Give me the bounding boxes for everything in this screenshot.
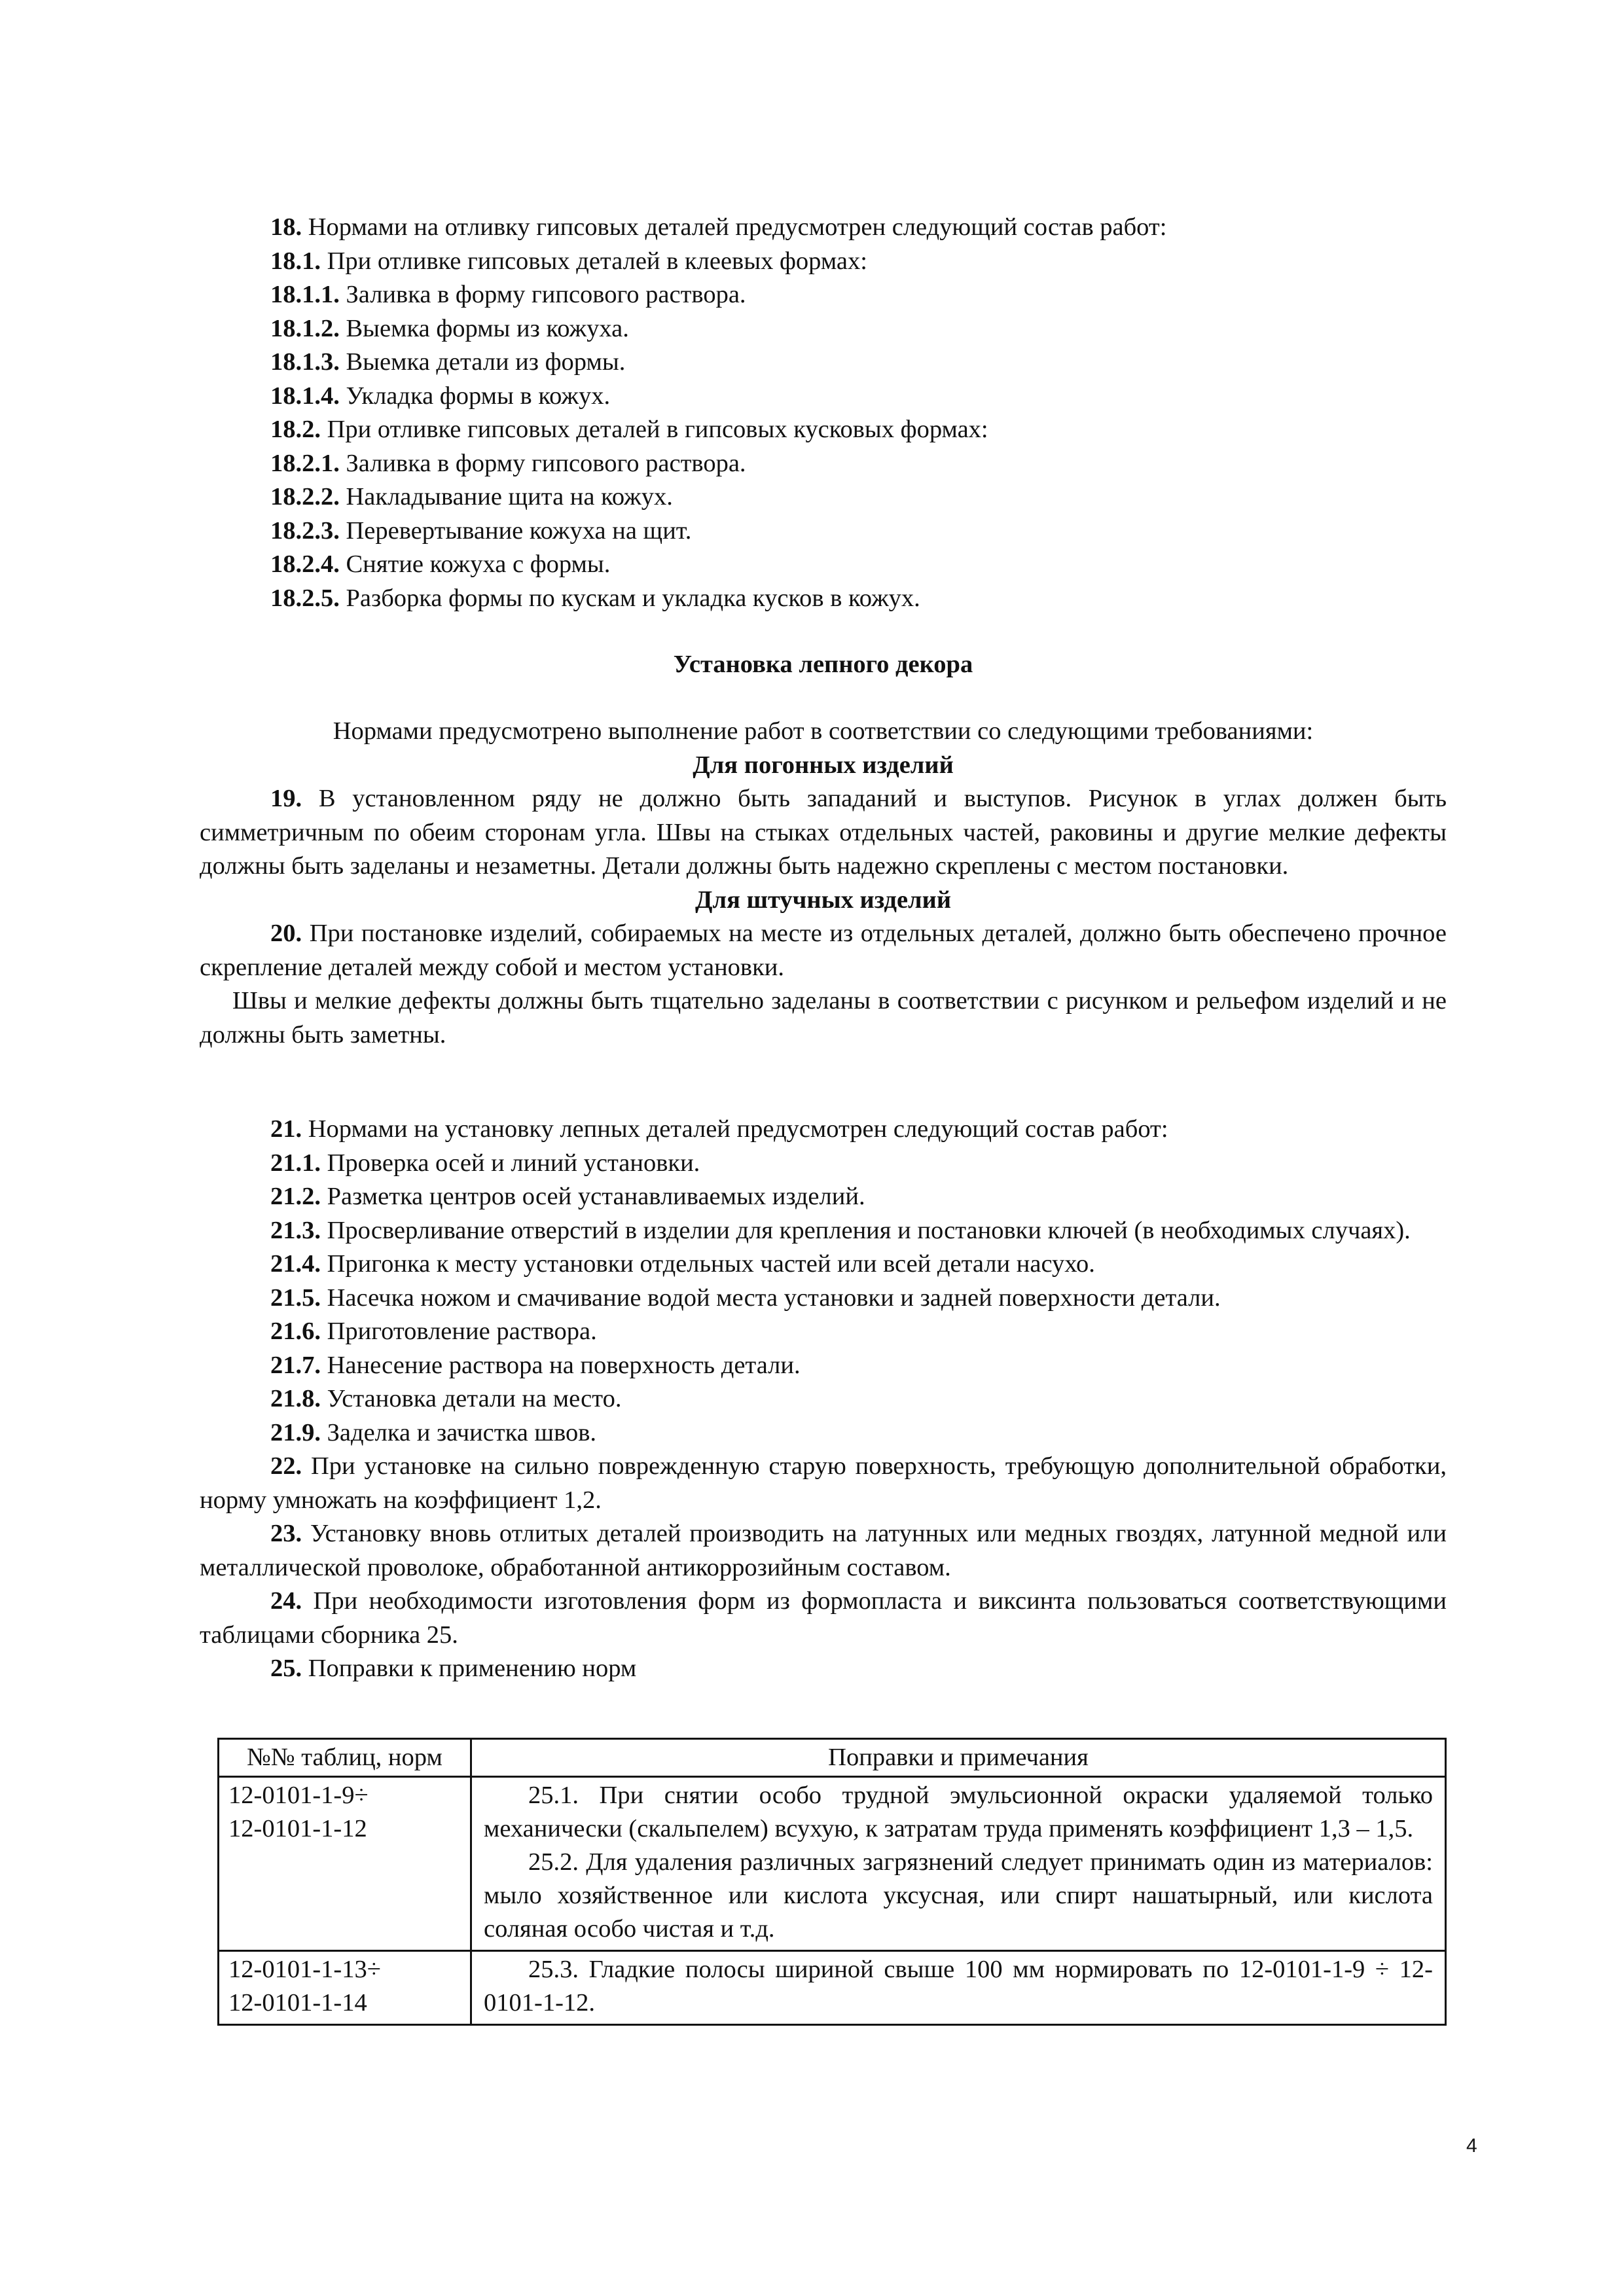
list-item: 21.6. Приготовление раствора. <box>270 1318 597 1345</box>
table-row <box>219 1951 1446 2025</box>
table-cell-norms: 12-0101-1-13÷ 12-0101-1-14 <box>219 1951 471 2025</box>
paragraph-25: 25. Поправки к применению норм <box>270 1655 637 1682</box>
section-18-list <box>200 211 1447 615</box>
list-item: 18.1.1. Заливка в форму гипсового раствора. <box>270 281 746 308</box>
list-item: 21.9. Заделка и зачистка швов. <box>270 1418 597 1446</box>
list-item: 18.2.3. Перевертывание кожуха на щит. <box>270 516 692 545</box>
list-item: 21.5. Насечка ножом и смачивание водой места установки и задней поверхности детали. <box>270 1283 1221 1312</box>
subheading-piece: Для штучных изделий <box>695 886 951 914</box>
list-item: 18.1.4. Укладка формы в кожух. <box>270 382 611 410</box>
list-item: 18.1.2. Выемка формы из кожуха. <box>270 314 629 342</box>
list-item: 21.8. Установка детали на место. <box>270 1385 622 1412</box>
table-cell-notes: 25.3. Гладкие полосы шириной свыше 100 мм нормировать по 12-0101-1-9 ÷ 12-0101-1-12. <box>471 1951 1446 2025</box>
paragraph-19: 19. В установленном ряду не должно быть западаний и выступов. Рисунок в углах должен быть симметричным по обеим сторонам угла. Швы на стыках отдельных частей, раковины и другие мелкие дефекты должны быть заделаны и незаметны. Детали должны быть надежно скреплены с местом постановки. <box>200 785 1447 880</box>
list-item: 21.1. Проверка осей и линий установки. <box>270 1149 700 1177</box>
section-heading: Установка лепного декора <box>673 651 973 678</box>
list-item: 18.1. При отливке гипсовых деталей в клеевых формах: <box>270 247 867 275</box>
list-item: 18.2.1. Заливка в форму гипсового раствора. <box>270 449 746 477</box>
list-item: 18.2.4. Снятие кожуха с формы. <box>270 550 611 578</box>
list-item: 21.7. Нанесение раствора на поверхность детали. <box>270 1351 801 1379</box>
list-item: 18. Нормами на отливку гипсовых деталей предусмотрен следующий состав работ: <box>270 213 1167 241</box>
list-item: 18.2. При отливке гипсовых деталей в гипсовых кусковых формах: <box>270 416 988 443</box>
requirements-block <box>200 715 1447 1052</box>
paragraph-20: 20. При постановке изделий, собираемых на месте из отдельных деталей, должно быть обеспечено прочное скрепление деталей между собой и местом установки. <box>200 920 1447 981</box>
column-header-tables: №№ таблиц, норм <box>219 1739 471 1777</box>
list-item: 18.2.2. Накладывание щита на кожух. <box>270 483 673 511</box>
paragraph-20-continued: Швы и мелкие дефекты должны быть тщательно заделаны в соответствии с рисунком и рельефом изделий и не должны быть заметны. <box>200 987 1447 1049</box>
table-cell-norms: 12-0101-1-9÷ 12-0101-1-12 <box>219 1777 471 1951</box>
paragraph-24: 24. При необходимости изготовления форм из формопласта и виксинта пользоваться соответствующими таблицами сборника 25. <box>200 1587 1447 1649</box>
list-item: 18.2.5. Разборка формы по кускам и укладка кусков в кожух. <box>270 584 920 612</box>
paragraph-22: 22. При установке на сильно поврежденную старую поверхность, требующую дополнительной обработки, норму умножать на коэффициент 1,2. <box>200 1452 1447 1514</box>
page-number: 4 <box>1466 2135 1477 2157</box>
paragraph-23: 23. Установку вновь отлитых деталей производить на латунных или медных гвоздях, латунной медной или металлической проволоке, обработанной антикоррозийным составом. <box>200 1520 1447 1581</box>
subheading-linear: Для погонных изделий <box>693 751 954 779</box>
requirements-intro: Нормами предусмотрено выполнение работ в соответствии со следующими требованиями: <box>333 717 1314 745</box>
table-row <box>219 1777 1446 1951</box>
section-21-list <box>200 1113 1447 1686</box>
list-item: 21.4. Пригонка к месту установки отдельных частей или всей детали насухо. <box>270 1250 1095 1278</box>
list-item: 18.1.3. Выемка детали из формы. <box>270 348 626 376</box>
list-item: 21.2. Разметка центров осей устанавливаемых изделий. <box>270 1183 865 1210</box>
table-header-row <box>219 1739 1446 1777</box>
list-item: 21. Нормами на установку лепных деталей предусмотрен следующий состав работ: <box>270 1115 1168 1143</box>
corrections-table <box>217 1738 1447 2026</box>
table-cell-notes: 25.1. При снятии особо трудной эмульсионной окраски удаляемой только механически (скальпелем) всухую, к затратам труда применять коэффициент 1,3 – 1,5. 25.2. Для удаления различных загрязнений следует принимать один из материалов: мыло хозяйственное или кислота уксусная, или спирт нашатырный, или кислота соляная особо чистая и т.д. <box>471 1777 1446 1951</box>
column-header-notes: Поправки и примечания <box>471 1739 1446 1777</box>
list-item: 21.3. Просверливание отверстий в изделии для крепления и постановки ключей (в необходимых случаях). <box>270 1216 1411 1244</box>
